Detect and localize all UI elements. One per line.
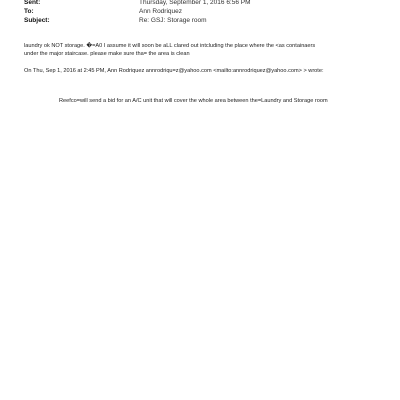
- quoted-message-header: On Thu, Sep 1, 2016 at 2:45 PM, Ann Rodriquez annrodriqu=z@yahoo.com <mailto:annrodriquez@yahoo.com> > wrote:: [24, 68, 324, 74]
- to-label: To:: [24, 8, 34, 15]
- message-body-line-2: under the major staircase. please make sure tha= the area is clean: [24, 51, 190, 57]
- to-value: Ann Rodriquez: [139, 8, 182, 15]
- quoted-message-text: Reefco=will send a bid for an A/C unit that will cover the whole area between the=Laundry and Storage room: [59, 98, 328, 104]
- subject-label: Subject:: [24, 17, 50, 24]
- subject-value: Re: GSJ: Storage room: [139, 17, 207, 24]
- sent-label: Sent:: [24, 0, 41, 6]
- message-body-line-1: laundry ok NOT storage. �=A0 I assume it will soon be aLL clared out intcluding the place where the <as containaers: [24, 43, 316, 49]
- sent-value: Thursday, September 1, 2016 6:56 PM: [139, 0, 251, 6]
